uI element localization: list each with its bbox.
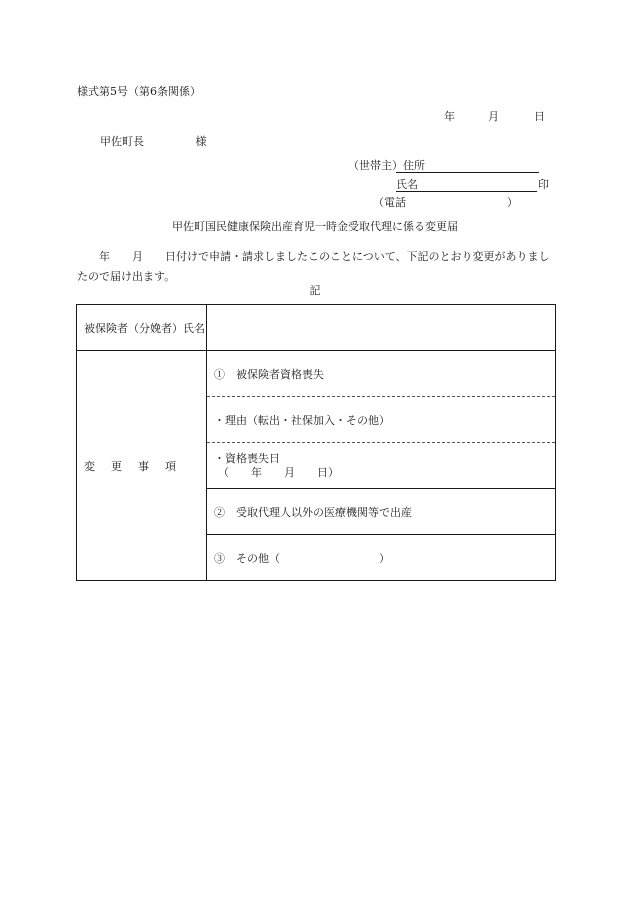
- date-day-label: 日: [534, 110, 545, 123]
- name-field[interactable]: [396, 179, 537, 192]
- insured-name-field[interactable]: [207, 305, 556, 351]
- address-label: 住所: [403, 159, 425, 172]
- seal-mark: 印: [538, 178, 549, 191]
- phone-label: （電話: [373, 196, 406, 209]
- insured-row: [77, 305, 556, 351]
- body-text: 年 月 日付けで申請・請求しましたこのことについて、下記のとおり変更がありましたので届け出ます。: [77, 250, 550, 283]
- change-row-1: [77, 351, 556, 397]
- date-year-label: 年: [444, 110, 455, 123]
- date-month-label: 月: [488, 110, 499, 123]
- mayor-title: 甲佐町長: [100, 135, 144, 148]
- name-label: 氏名: [396, 178, 418, 191]
- insured-label: 被保険者（分娩者）氏名: [77, 305, 207, 351]
- phone-close: ）: [507, 196, 518, 209]
- change-char-2: 更: [111, 459, 122, 473]
- addressee: [100, 136, 207, 147]
- form-number: 様式第5号（第6条関係）: [77, 85, 201, 98]
- item-1-date-value: （ 年 月 日）: [218, 465, 339, 479]
- ki-heading: 記: [309, 284, 321, 297]
- item-1-disqualification[interactable]: ① 被保険者資格喪失: [207, 351, 556, 397]
- item-3-other[interactable]: ③ その他（ ）: [207, 535, 556, 581]
- change-char-3: 事: [138, 459, 149, 473]
- document-title: 甲佐町国民健康保険出産育児一時金受取代理に係る変更届: [172, 220, 458, 233]
- change-char-4: 項: [165, 459, 176, 473]
- phone-row: [373, 197, 406, 208]
- date-line: [444, 111, 545, 122]
- change-items-label: [77, 351, 207, 581]
- item-1-date-label: ・資格喪失日: [214, 451, 280, 465]
- change-form-table: [76, 304, 556, 581]
- change-char-1: 変: [84, 459, 95, 473]
- item-1-reason[interactable]: ・理由（転出・社保加入・その他）: [207, 397, 556, 443]
- honorific: 様: [195, 135, 207, 148]
- head-of-household-label: （世帯主）: [348, 159, 403, 172]
- item-2-other-facility[interactable]: ② 受取代理人以外の医療機関等で出産: [207, 489, 556, 535]
- item-1-date[interactable]: [207, 443, 556, 489]
- address-field[interactable]: [396, 160, 539, 173]
